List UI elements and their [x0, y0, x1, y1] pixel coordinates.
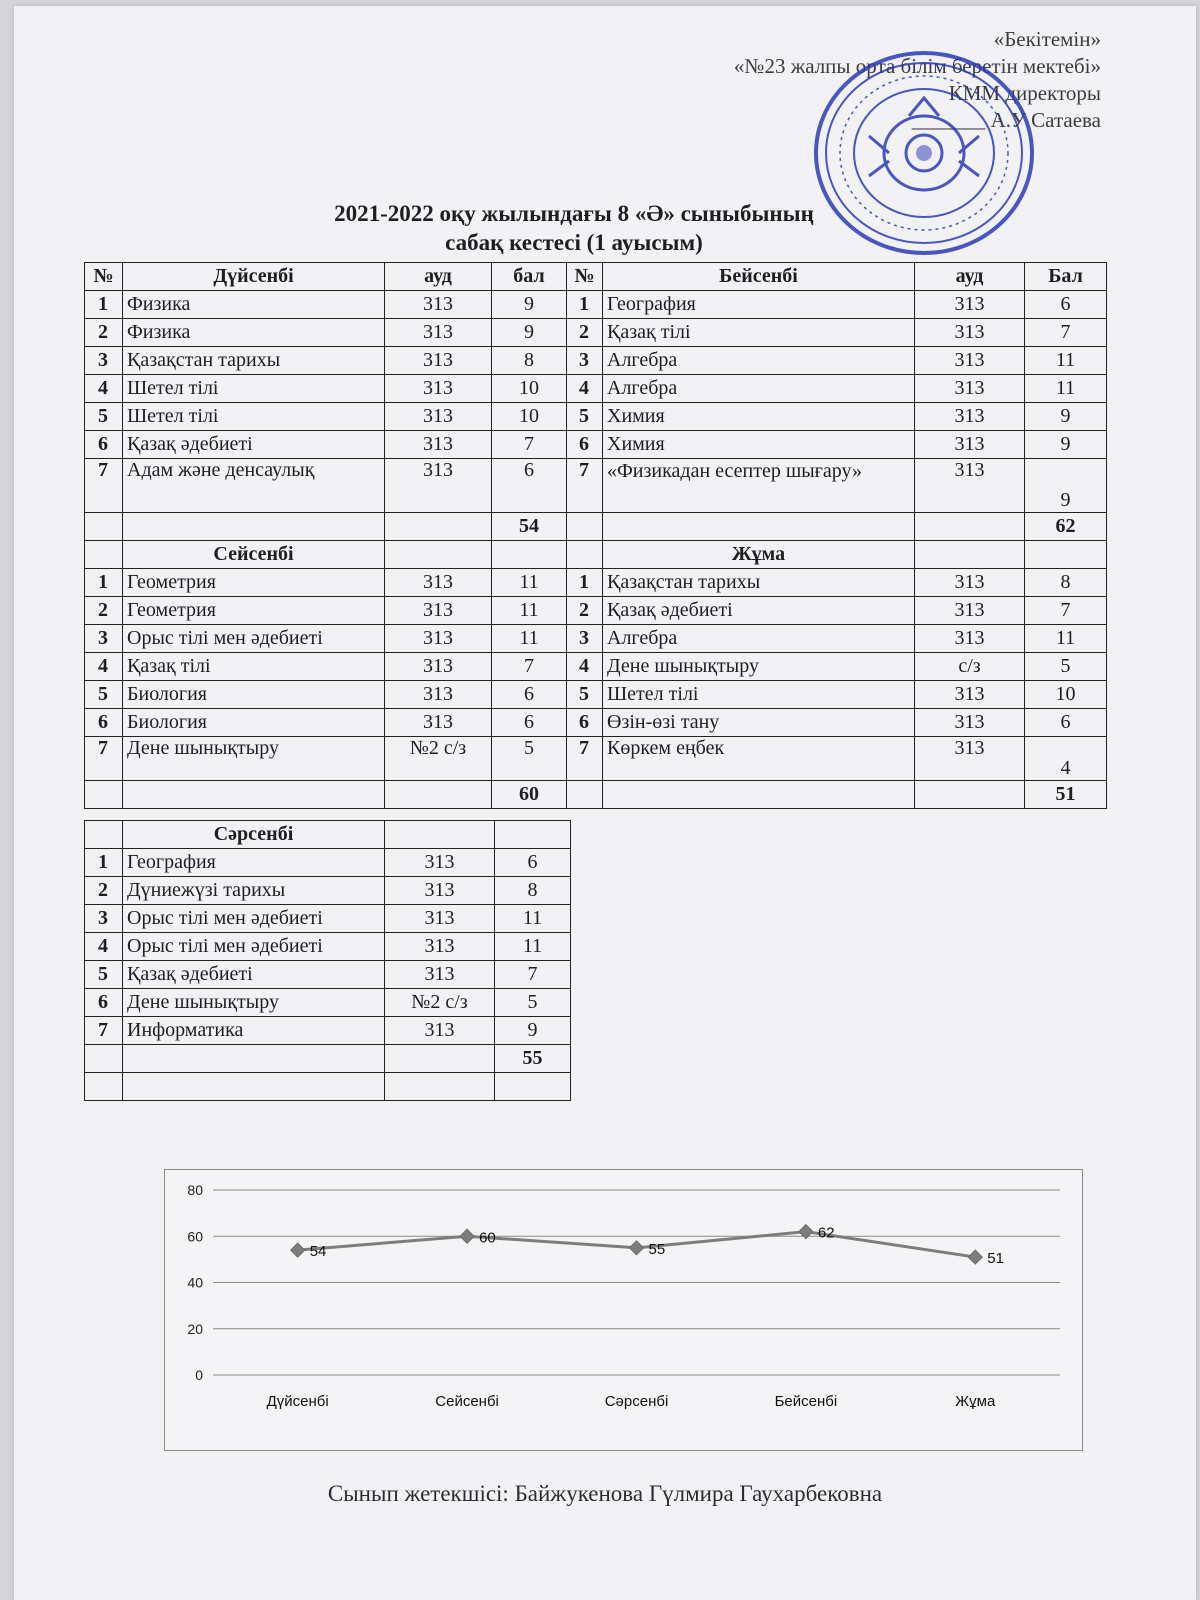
lesson-number: 2 — [85, 597, 123, 625]
table-row — [85, 681, 1107, 709]
points-cell: 11 — [492, 625, 567, 653]
table-row — [85, 877, 571, 905]
subject-cell: Қазақ әдебиеті — [603, 597, 915, 625]
empty-cell — [1025, 541, 1107, 569]
empty-cell — [495, 821, 571, 849]
lesson-number: 5 — [567, 681, 603, 709]
x-tick-label: Бейсенбі — [774, 1393, 838, 1410]
room-cell: 313 — [915, 597, 1025, 625]
total-row — [85, 781, 1107, 809]
points-cell: 11 — [495, 905, 571, 933]
subject-cell: Геометрия — [123, 569, 385, 597]
subject-cell: Орыс тілі мен әдебиеті — [123, 905, 385, 933]
room-cell: 313 — [385, 569, 492, 597]
lesson-number: 6 — [567, 709, 603, 737]
room-cell: 313 — [915, 291, 1025, 319]
header-cell: № — [567, 263, 603, 291]
empty-cell — [567, 781, 603, 809]
schedule-table-wednesday — [84, 820, 571, 1101]
subject-cell: Биология — [123, 681, 385, 709]
subject-cell: Алгебра — [603, 375, 915, 403]
lesson-number: 3 — [567, 347, 603, 375]
lesson-number: 7 — [85, 1017, 123, 1045]
day-header-row — [85, 821, 571, 849]
table-row — [85, 319, 1107, 347]
table-row — [85, 375, 1107, 403]
empty-cell — [915, 781, 1025, 809]
lesson-number: 4 — [85, 933, 123, 961]
total-points-left: 60 — [492, 781, 567, 809]
class-teacher-line: Сынып жетекшісі: Байжукенова Гүлмира Гаухарбековна — [327, 1481, 883, 1506]
lesson-number: 7 — [85, 459, 123, 513]
empty-cell — [123, 1045, 385, 1073]
points-cell: 8 — [1025, 569, 1107, 597]
points-cell: 11 — [1025, 347, 1107, 375]
points-cell: 6 — [492, 459, 567, 513]
lesson-number: 7 — [567, 737, 603, 781]
empty-cell — [85, 541, 123, 569]
points-cell: 11 — [492, 569, 567, 597]
lesson-number: 2 — [567, 319, 603, 347]
empty-cell — [603, 781, 915, 809]
room-cell: 313 — [915, 347, 1025, 375]
subject-cell: Шетел тілі — [123, 403, 385, 431]
points-cell: 6 — [1025, 709, 1107, 737]
day-header-row — [85, 541, 1107, 569]
lesson-number: 1 — [567, 291, 603, 319]
room-cell: 313 — [385, 877, 495, 905]
room-cell: 313 — [385, 597, 492, 625]
approval-line-4: _______ А.У Сатаева — [911, 108, 1101, 132]
empty-cell — [385, 781, 492, 809]
room-cell: 313 — [385, 905, 495, 933]
points-cell: 7 — [492, 431, 567, 459]
empty-cell — [567, 513, 603, 541]
room-cell: 313 — [915, 403, 1025, 431]
header-cell: Дүйсенбі — [123, 263, 385, 291]
room-cell: 313 — [915, 681, 1025, 709]
room-cell: 313 — [915, 431, 1025, 459]
lesson-number: 7 — [85, 737, 123, 781]
y-tick-label: 80 — [187, 1182, 203, 1198]
table-row — [85, 625, 1107, 653]
table-row — [85, 347, 1107, 375]
data-point — [968, 1250, 982, 1264]
header-cell: № — [85, 263, 123, 291]
lesson-number: 1 — [567, 569, 603, 597]
lesson-number: 5 — [567, 403, 603, 431]
table-row — [85, 709, 1107, 737]
y-tick-label: 60 — [187, 1228, 203, 1245]
empty-cell — [385, 1073, 495, 1101]
table-header-row — [85, 263, 1107, 291]
total-points-left: 54 — [492, 513, 567, 541]
table-row — [85, 403, 1107, 431]
room-cell: 313 — [385, 1017, 495, 1045]
total-row — [85, 513, 1107, 541]
lesson-number: 5 — [85, 961, 123, 989]
table-row — [85, 737, 1107, 781]
header-cell: Бал — [1025, 263, 1107, 291]
points-cell: 10 — [492, 403, 567, 431]
empty-cell — [603, 513, 915, 541]
x-tick-label: Жұма — [955, 1393, 996, 1410]
lesson-number: 4 — [85, 375, 123, 403]
header-cell: ауд — [385, 263, 492, 291]
room-cell: 313 — [385, 291, 492, 319]
subject-cell: Дүниежүзі тарихы — [123, 877, 385, 905]
table-row — [85, 933, 571, 961]
subject-cell: Дене шынықтыру — [123, 989, 385, 1017]
subject-cell: География — [123, 849, 385, 877]
points-cell: 6 — [492, 681, 567, 709]
room-cell: 313 — [385, 849, 495, 877]
points-cell: 8 — [492, 347, 567, 375]
lesson-number: 3 — [85, 347, 123, 375]
y-tick-label: 40 — [187, 1274, 203, 1291]
subject-cell: Өзін-өзі тану — [603, 709, 915, 737]
subject-cell: «Физикадан есептер шығару» — [603, 459, 915, 513]
points-cell: 9 — [492, 319, 567, 347]
lesson-number: 2 — [85, 877, 123, 905]
lesson-number: 1 — [85, 849, 123, 877]
subject-cell: Көркем еңбек — [603, 737, 915, 781]
subject-cell: Шетел тілі — [603, 681, 915, 709]
points-cell: 7 — [492, 653, 567, 681]
subject-cell: Химия — [603, 403, 915, 431]
data-point — [630, 1241, 644, 1255]
room-cell: 313 — [915, 737, 1025, 781]
subject-cell: Орыс тілі мен әдебиеті — [123, 933, 385, 961]
header-cell: бал — [492, 263, 567, 291]
title-line-1: 2021-2022 оқу жылындағы 8 «Ә» сыныбының — [334, 201, 814, 226]
room-cell: 313 — [385, 459, 492, 513]
header-cell: ауд — [915, 263, 1025, 291]
points-cell: 10 — [492, 375, 567, 403]
table-row — [85, 989, 571, 1017]
lesson-number: 2 — [567, 597, 603, 625]
points-cell: 5 — [1025, 653, 1107, 681]
approval-line-1: «Бекітемін» — [993, 27, 1101, 51]
lesson-number: 4 — [567, 653, 603, 681]
points-cell: 9 — [1025, 459, 1107, 513]
lesson-number: 4 — [567, 375, 603, 403]
day-name-left: Сейсенбі — [123, 541, 385, 569]
empty-cell — [85, 1045, 123, 1073]
subject-cell: Қазақ тілі — [123, 653, 385, 681]
subject-cell: Дене шынықтыру — [123, 737, 385, 781]
subject-cell: Физика — [123, 291, 385, 319]
points-cell: 10 — [1025, 681, 1107, 709]
day-name-right: Жұма — [603, 541, 915, 569]
room-cell: 313 — [385, 653, 492, 681]
data-label: 60 — [479, 1229, 496, 1247]
points-cell: 9 — [495, 1017, 571, 1045]
title-line-2: сабақ кестесі (1 ауысым) — [445, 230, 703, 255]
lesson-number: 1 — [85, 569, 123, 597]
lesson-number: 3 — [567, 625, 603, 653]
approval-line-2: «№23 жалпы орта білім беретін мектебі» — [733, 54, 1101, 78]
points-cell: 6 — [492, 709, 567, 737]
points-cell: 7 — [1025, 319, 1107, 347]
subject-cell: География — [603, 291, 915, 319]
points-cell: 9 — [492, 291, 567, 319]
total-points-right: 51 — [1025, 781, 1107, 809]
subject-cell: Қазақстан тарихы — [603, 569, 915, 597]
points-cell: 11 — [1025, 375, 1107, 403]
chart-canvas — [165, 1170, 1082, 1450]
lesson-number: 6 — [567, 431, 603, 459]
room-cell: 313 — [385, 375, 492, 403]
empty-cell — [492, 541, 567, 569]
empty-cell — [385, 541, 492, 569]
empty-cell — [915, 513, 1025, 541]
room-cell: 313 — [915, 459, 1025, 513]
room-cell: 313 — [385, 933, 495, 961]
empty-cell — [123, 1073, 385, 1101]
data-point — [460, 1229, 474, 1243]
room-cell: №2 с/з — [385, 737, 492, 781]
table-row — [85, 961, 571, 989]
lesson-number: 3 — [85, 625, 123, 653]
lesson-number: 5 — [85, 403, 123, 431]
empty-cell — [385, 821, 495, 849]
weekly-load-chart — [164, 1169, 1083, 1451]
data-label: 51 — [987, 1250, 1004, 1268]
table-row — [85, 1017, 571, 1045]
points-cell: 7 — [1025, 597, 1107, 625]
table-row — [85, 597, 1107, 625]
points-cell: 11 — [1025, 625, 1107, 653]
lesson-number: 1 — [85, 291, 123, 319]
points-cell: 11 — [492, 597, 567, 625]
room-cell: 313 — [915, 569, 1025, 597]
points-cell: 6 — [495, 849, 571, 877]
room-cell: 313 — [385, 319, 492, 347]
empty-cell — [495, 1073, 571, 1101]
table-row — [85, 459, 1107, 513]
table-row — [85, 653, 1107, 681]
room-cell: 313 — [915, 625, 1025, 653]
empty-cell — [85, 513, 123, 541]
data-label: 62 — [817, 1224, 835, 1242]
document-sheet — [14, 6, 1196, 1600]
approval-line-3: КММ директоры — [948, 81, 1101, 105]
subject-cell: Химия — [603, 431, 915, 459]
subject-cell: Қазақ тілі — [603, 319, 915, 347]
empty-row — [85, 1073, 571, 1101]
subject-cell: Физика — [123, 319, 385, 347]
points-cell: 5 — [495, 989, 571, 1017]
subject-cell: Информатика — [123, 1017, 385, 1045]
x-tick-label: Дүйсенбі — [266, 1393, 329, 1410]
subject-cell: Шетел тілі — [123, 375, 385, 403]
points-cell: 4 — [1025, 737, 1107, 781]
subject-cell: Қазақ әдебиеті — [123, 961, 385, 989]
lesson-number: 3 — [85, 905, 123, 933]
room-cell: 313 — [385, 625, 492, 653]
points-cell: 5 — [492, 737, 567, 781]
points-cell: 11 — [495, 933, 571, 961]
empty-cell — [385, 513, 492, 541]
empty-cell — [123, 781, 385, 809]
empty-cell — [123, 513, 385, 541]
lesson-number: 7 — [567, 459, 603, 513]
lesson-number: 6 — [85, 431, 123, 459]
empty-cell — [567, 541, 603, 569]
table-row — [85, 849, 571, 877]
schedule-main-body — [85, 263, 1107, 809]
total-points: 55 — [495, 1045, 571, 1073]
lesson-number: 4 — [85, 653, 123, 681]
lesson-number: 6 — [85, 989, 123, 1017]
header-cell: Бейсенбі — [603, 263, 915, 291]
room-cell: 313 — [915, 709, 1025, 737]
room-cell: 313 — [385, 431, 492, 459]
y-tick-label: 0 — [195, 1367, 203, 1383]
subject-cell: Адам және денсаулық — [123, 459, 385, 513]
room-cell: 313 — [385, 961, 495, 989]
empty-cell — [85, 781, 123, 809]
subject-cell: Дене шынықтыру — [603, 653, 915, 681]
total-row — [85, 1045, 571, 1073]
subject-cell: Алгебра — [603, 625, 915, 653]
table-row — [85, 291, 1107, 319]
schedule-wednesday-body — [85, 821, 571, 1101]
empty-cell — [85, 1073, 123, 1101]
room-cell: с/з — [915, 653, 1025, 681]
x-tick-label: Сәрсенбі — [604, 1393, 669, 1410]
points-cell: 6 — [1025, 291, 1107, 319]
empty-cell — [915, 541, 1025, 569]
empty-cell — [385, 1045, 495, 1073]
total-points-right: 62 — [1025, 513, 1107, 541]
room-cell: №2 с/з — [385, 989, 495, 1017]
room-cell: 313 — [915, 375, 1025, 403]
data-point — [291, 1243, 305, 1257]
points-cell: 9 — [1025, 403, 1107, 431]
points-cell: 8 — [495, 877, 571, 905]
table-row — [85, 569, 1107, 597]
day-name: Сәрсенбі — [123, 821, 385, 849]
points-cell: 7 — [495, 961, 571, 989]
schedule-table-main — [84, 262, 1107, 809]
table-row — [85, 431, 1107, 459]
room-cell: 313 — [915, 319, 1025, 347]
empty-cell — [85, 821, 123, 849]
data-label: 54 — [309, 1243, 327, 1261]
document-title — [264, 199, 884, 257]
subject-cell: Биология — [123, 709, 385, 737]
lesson-number: 5 — [85, 681, 123, 709]
room-cell: 313 — [385, 403, 492, 431]
subject-cell: Қазақстан тарихы — [123, 347, 385, 375]
lesson-number: 6 — [85, 709, 123, 737]
points-cell: 9 — [1025, 431, 1107, 459]
room-cell: 313 — [385, 681, 492, 709]
lesson-number: 2 — [85, 319, 123, 347]
x-tick-label: Сейсенбі — [435, 1393, 499, 1410]
room-cell: 313 — [385, 709, 492, 737]
subject-cell: Алгебра — [603, 347, 915, 375]
table-row — [85, 905, 571, 933]
room-cell: 313 — [385, 347, 492, 375]
subject-cell: Геометрия — [123, 597, 385, 625]
subject-cell: Қазақ әдебиеті — [123, 431, 385, 459]
y-tick-label: 20 — [187, 1320, 203, 1337]
data-label: 55 — [648, 1240, 666, 1258]
subject-cell: Орыс тілі мен әдебиеті — [123, 625, 385, 653]
